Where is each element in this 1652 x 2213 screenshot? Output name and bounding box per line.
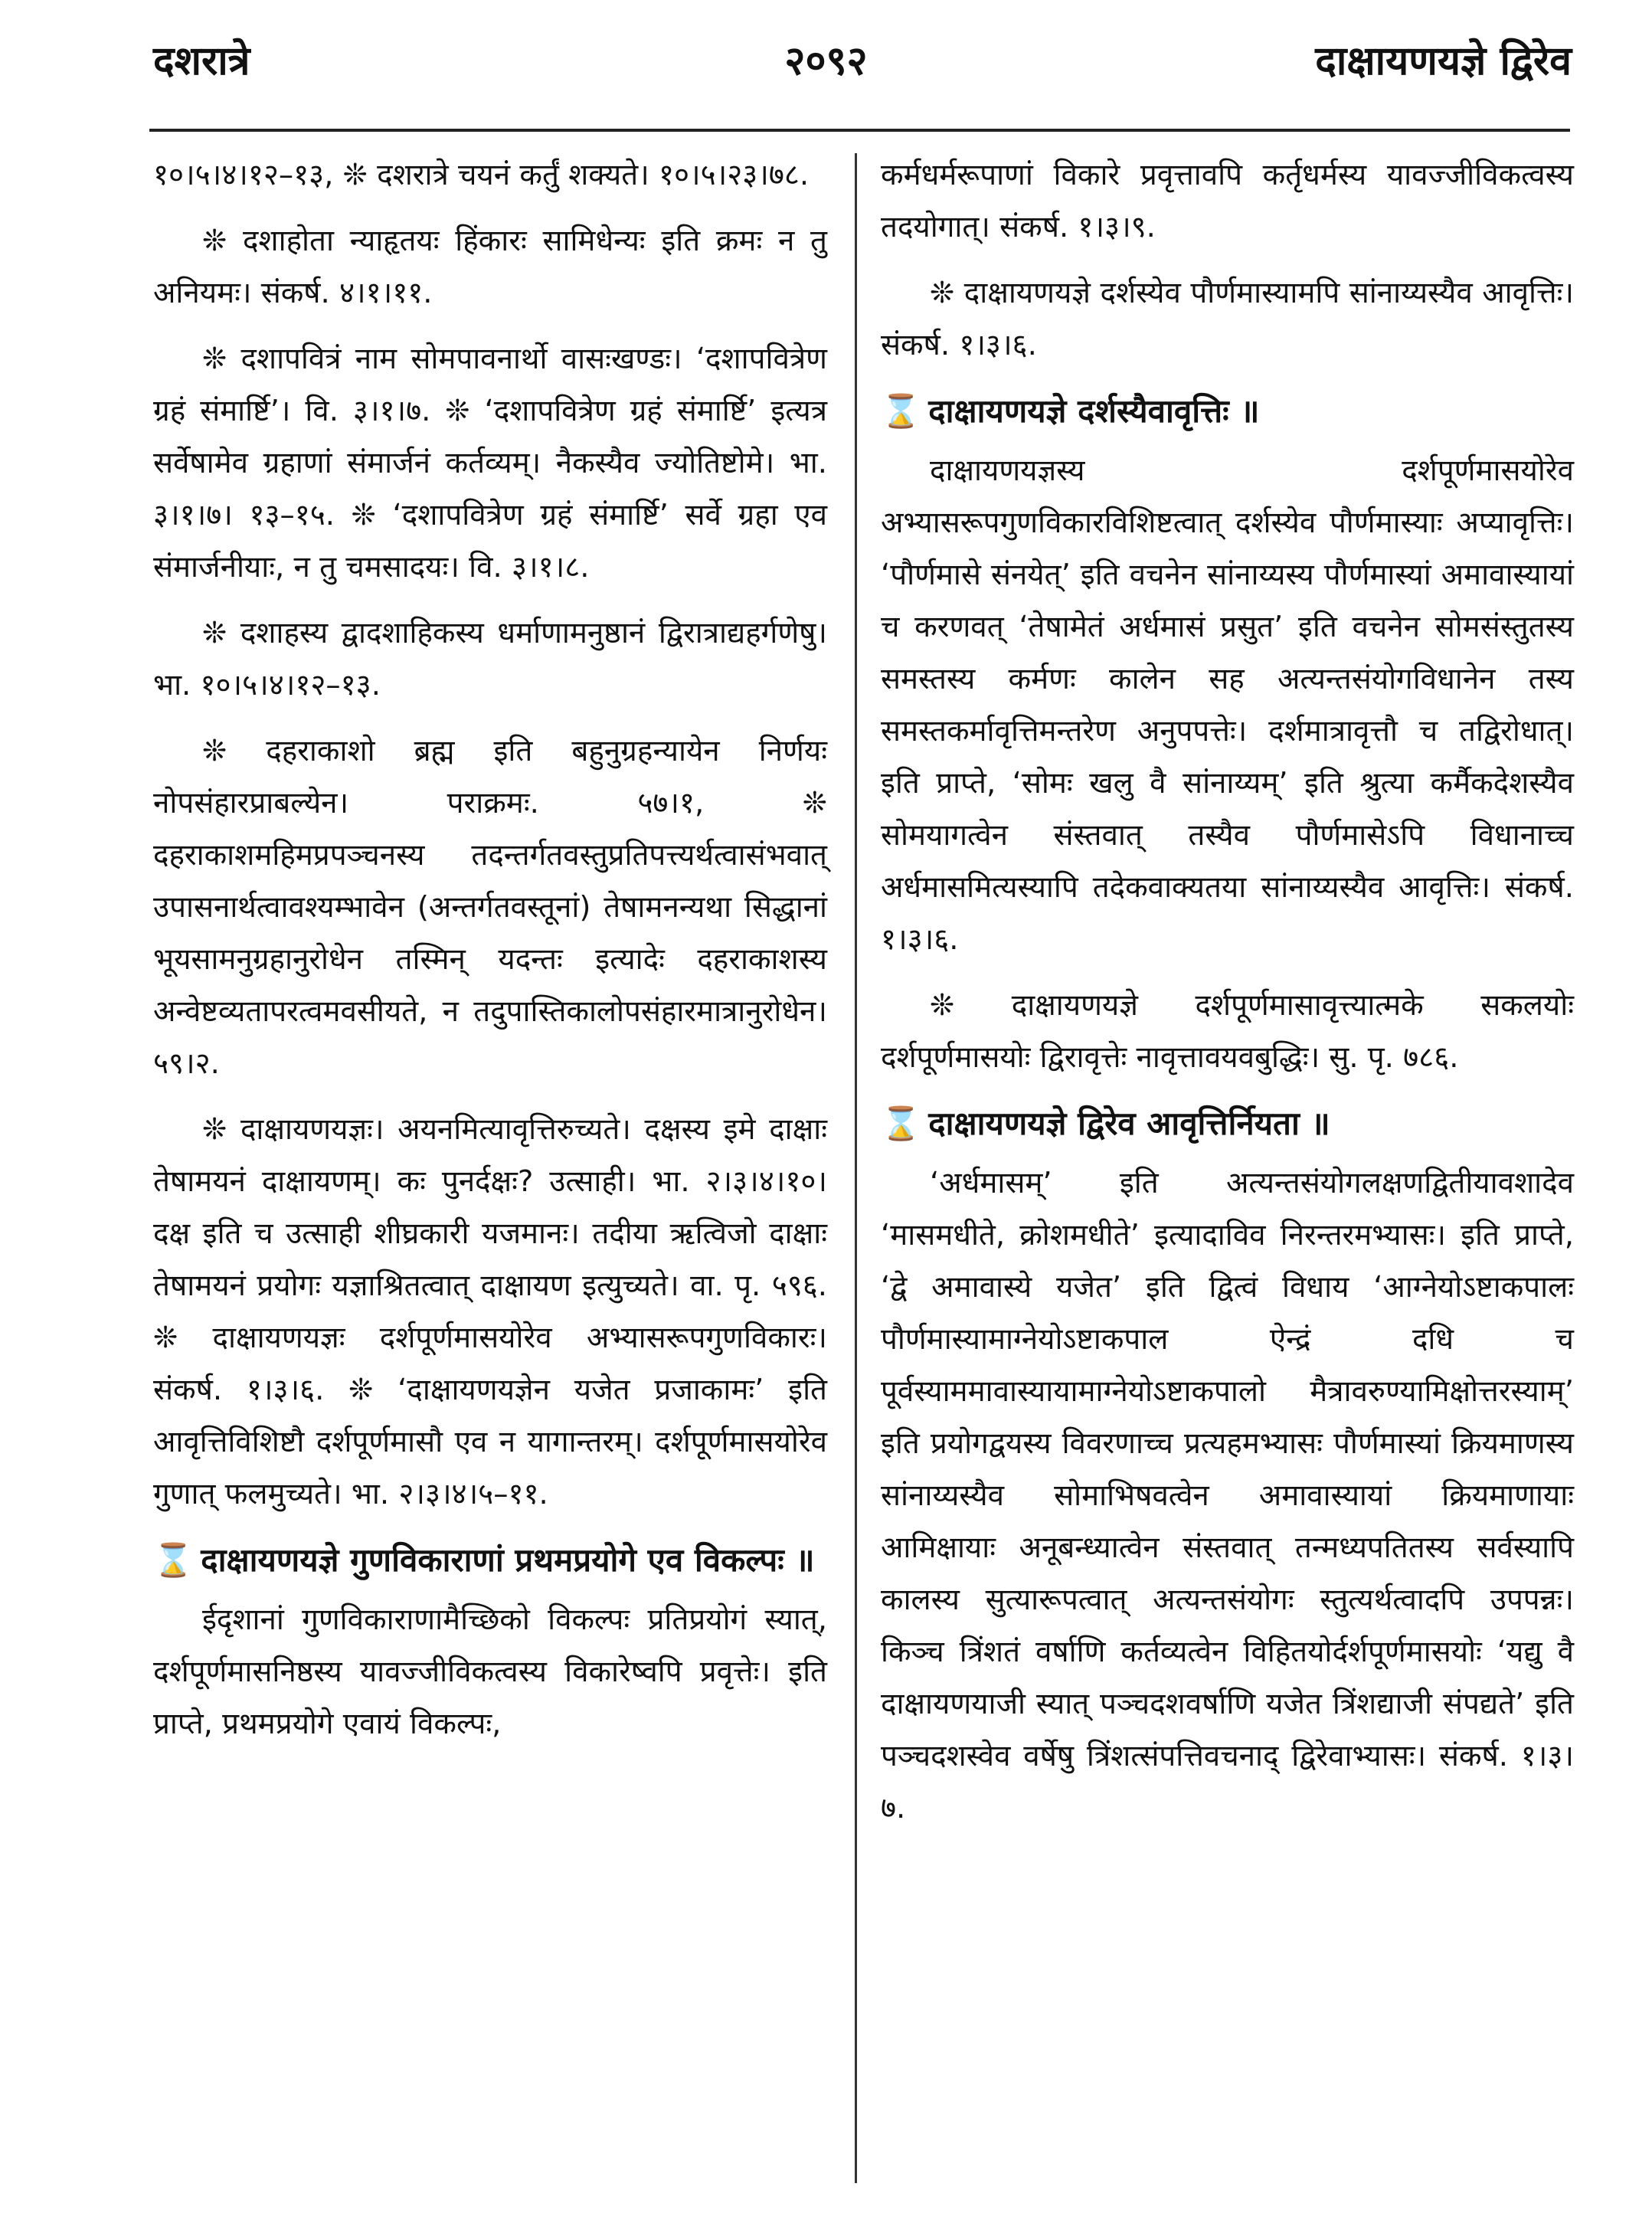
- section-heading: [153, 1534, 827, 1586]
- paragraph: ❊ दाक्षायणयज्ञः। अयनमित्यावृत्तिरुच्यते। दक्षस्य इमे दाक्षाः तेषामयनं दाक्षायणम्। कः पुनर्दक्षः? उत्साही। भा. २।३।४।१०। दक्ष इति च उत्साही शीघ्रकारी यजमानः। तदीया ऋत्विजो दाक्षाः तेषामयनं प्रयोगः यज्ञाश्रितत्वात् दाक्षायण इत्युच्यते। वा. पृ. ५९६. ❊ दाक्षायणयज्ञः दर्शपूर्णमासयोरेव अभ्यासरूपगुणविकारः। संकर्ष. १।३।६. ❊ ‘दाक्षायणयज्ञेन यजेत प्रजाकामः’ इति आवृत्तिविशिष्टौ दर्शपूर्णमासौ एव न यागान्तरम्। दर्शपूर्णमासयोरेव गुणात् फलमुच्यते। भा. २।३।४।५–११.: [153, 1112, 827, 1511]
- hourglass-icon: ⌛: [881, 392, 921, 430]
- section-heading: [881, 1098, 1574, 1150]
- paragraph: दाक्षायणयज्ञस्य दर्शपूर्णमासयोरेव अभ्यासरूपगुणविकारविशिष्टत्वात् दर्शस्येव पौर्णमास्याः अप्यावृत्तिः। ‘पौर्णमासे संनयेत्’ इति वचनेन सांनाय्यस्य पौर्णमास्यां अमावास्यायां च करणवत् ‘तेषामेतं अर्धमासं प्रसुत’ इति वचनेन सोमसंस्तुतस्य समस्तस्य कर्मणः कालेन सह अत्यन्तसंयोगविधानेन तस्य समस्तकर्मावृत्तिमन्तरेण अनुपपत्तेः। दर्शमात्रावृत्तौ च तद्विरोधात्। इति प्राप्ते, ‘सोमः खलु वै सांनाय्यम्’ इति श्रुत्या कर्मैकदेशस्यैव सोमयागत्वेन संस्तवात् तस्यैव पौर्णमासेऽपि विधानाच्च अर्धमासमित्यस्यापि तदेकवाक्यतया सांनाय्यस्यैव आवृत्तिः। संकर्ष. १।३।६.: [881, 453, 1574, 957]
- section-heading-text: दाक्षायणयज्ञे द्विरेव आवृत्तिर्नियता ॥: [928, 1105, 1330, 1142]
- header-rule: [149, 129, 1570, 132]
- paragraph: कर्मधर्मरूपाणां विकारे प्रवृत्तावपि कर्तृधर्मस्य यावज्जीविकत्वस्य तदयोगात्। संकर्ष. १।३।९.: [881, 158, 1574, 244]
- paragraph: ❊ दहराकाशो ब्रह्म इति बहुनुग्रहन्यायेन निर्णयः नोपसंहारप्राबल्येन। पराक्रमः. ५७।१, ❊ दहराकाशमहिमप्रपञ्चनस्य तदन्तर्गतवस्तुप्रतिपत्त्यर्थत्वासंभवात् उपासनार्थत्वावश्यम्भावेन (अन्तर्गतवस्तूनां) तेषामनन्यथा सिद्धानां भूयसामनुग्रहानुरोधेन तस्मिन् यदन्तः इत्यादेः दहराकाशस्य अन्वेष्टव्यतापरत्वमवसीयते, न तदुपास्तिकालोपसंहारमात्रानुरोधेन। ५९।२.: [153, 734, 827, 1081]
- section-heading-text: दाक्षायणयज्ञे गुणविकाराणां प्रथमप्रयोगे एव विकल्पः ॥: [201, 1541, 815, 1579]
- section-heading-text: दाक्षायणयज्ञे दर्शस्यैवावृत्तिः ॥: [928, 392, 1260, 430]
- page-number: २०९२: [784, 38, 868, 84]
- paragraph: ❊ दाक्षायणयज्ञे दर्शपूर्णमासावृत्त्यात्मके सकलयोः दर्शपूर्णमासयोः द्विरावृत्तेः नावृत्तावयवबुद्धिः। सु. पृ. ७८६.: [881, 988, 1574, 1075]
- left-column: [153, 149, 827, 1764]
- paragraph: ‘अर्धमासम्’ इति अत्यन्तसंयोगलक्षणद्वितीयावशादेव ‘मासमधीते, क्रोशमधीते’ इत्यादाविव निरन्तरमभ्यासः। इति प्राप्ते, ‘द्वे अमावास्ये यजेत’ इति द्वित्वं विधाय ‘आग्नेयोऽष्टाकपालः पौर्णमास्यामाग्नेयोऽष्टाकपाल ऐन्द्रं दधि च पूर्वस्याममावास्यायामाग्नेयोऽष्टाकपालो मैत्रावरुण्यामिक्षोत्तरस्याम्’ इति प्रयोगद्वयस्य विवरणाच्च प्रत्यहमभ्यासः पौर्णमास्यां क्रियमाणस्य सांनाय्यस्यैव सोमाभिषवत्वेन अमावास्यायां क्रियमाणायाः आमिक्षायाः अनूबन्ध्यात्वेन संस्तवात् तन्मध्यपतितस्य सर्वस्यापि कालस्य सुत्यारूपत्वात् अत्यन्तसंयोगः स्तुत्यर्थत्वादपि उपपन्नः। किञ्च त्रिंशतं वर्षाणि कर्तव्यत्वेन विहितयोर्दर्शपूर्णमासयोः ‘यद्यु वै दाक्षायणयाजी स्यात् पञ्चदशवर्षाणि यजेत त्रिंशद्याजी संपद्यते’ इति पञ्चदशस्वेव वर्षेषु त्रिंशत्संपत्तिवचनाद् द्विरेवाभ्यासः। संकर्ष. १।३।७.: [881, 1166, 1574, 1825]
- paragraph: १०।५।४।१२–१३, ❊ दशरात्रे चयनं कर्तुं शक्यते। १०।५।२३।७८.: [153, 158, 810, 192]
- hourglass-icon: ⌛: [153, 1541, 194, 1579]
- paragraph: ❊ दशाहस्य द्वादशाहिकस्य धर्माणामनुष्ठानं द्विरात्राद्यहर्गणेषु। भा. १०।५।४।१२–१३.: [153, 616, 827, 702]
- section-heading: [881, 385, 1574, 437]
- paragraph: ईदृशानां गुणविकाराणामैच्छिको विकल्पः प्रतिप्रयोगं स्यात्, दर्शपूर्णमासनिष्ठस्य यावज्जीविकत्वस्य विकारेष्वपि प्रवृत्तेः। इति प्राप्ते, प्रथमप्रयोगे एवायं विकल्पः,: [153, 1602, 827, 1741]
- right-column: [881, 149, 1574, 1848]
- running-header-left: दशरात्रे: [153, 38, 250, 84]
- running-header-right: दाक्षायणयज्ञे द्विरेव: [1315, 38, 1572, 84]
- paragraph: ❊ दाक्षायणयज्ञे दर्शस्येव पौर्णमास्यामपि सांनाय्यस्यैव आवृत्तिः। संकर्ष. १।३।६.: [881, 276, 1574, 362]
- paragraph: ❊ दशाहोता न्याहृतयः हिंकारः सामिधेन्यः इति क्रमः न तु अनियमः। संकर्ष. ४।१।११.: [153, 224, 827, 310]
- hourglass-icon: ⌛: [881, 1105, 921, 1142]
- column-divider: [855, 153, 857, 2183]
- paragraph: ❊ दशापवित्रं नाम सोमपावनार्थो वासःखण्डः। ‘दशापवित्रेण ग्रहं संमार्ष्टि’। वि. ३।१।७. ❊ ‘दशापवित्रेण ग्रहं संमार्ष्टि’ इत्यत्र सर्वेषामेव ग्रहाणां संमार्जनं कर्तव्यम्। नैकस्यैव ज्योतिष्टोमे। भा. ३।१।७। १३–१५. ❊ ‘दशापवित्रेण ग्रहं संमार्ष्टि’ सर्वे ग्रहा एव संमार्जनीयाः, न तु चमसादयः। वि. ३।१।८.: [153, 342, 827, 584]
